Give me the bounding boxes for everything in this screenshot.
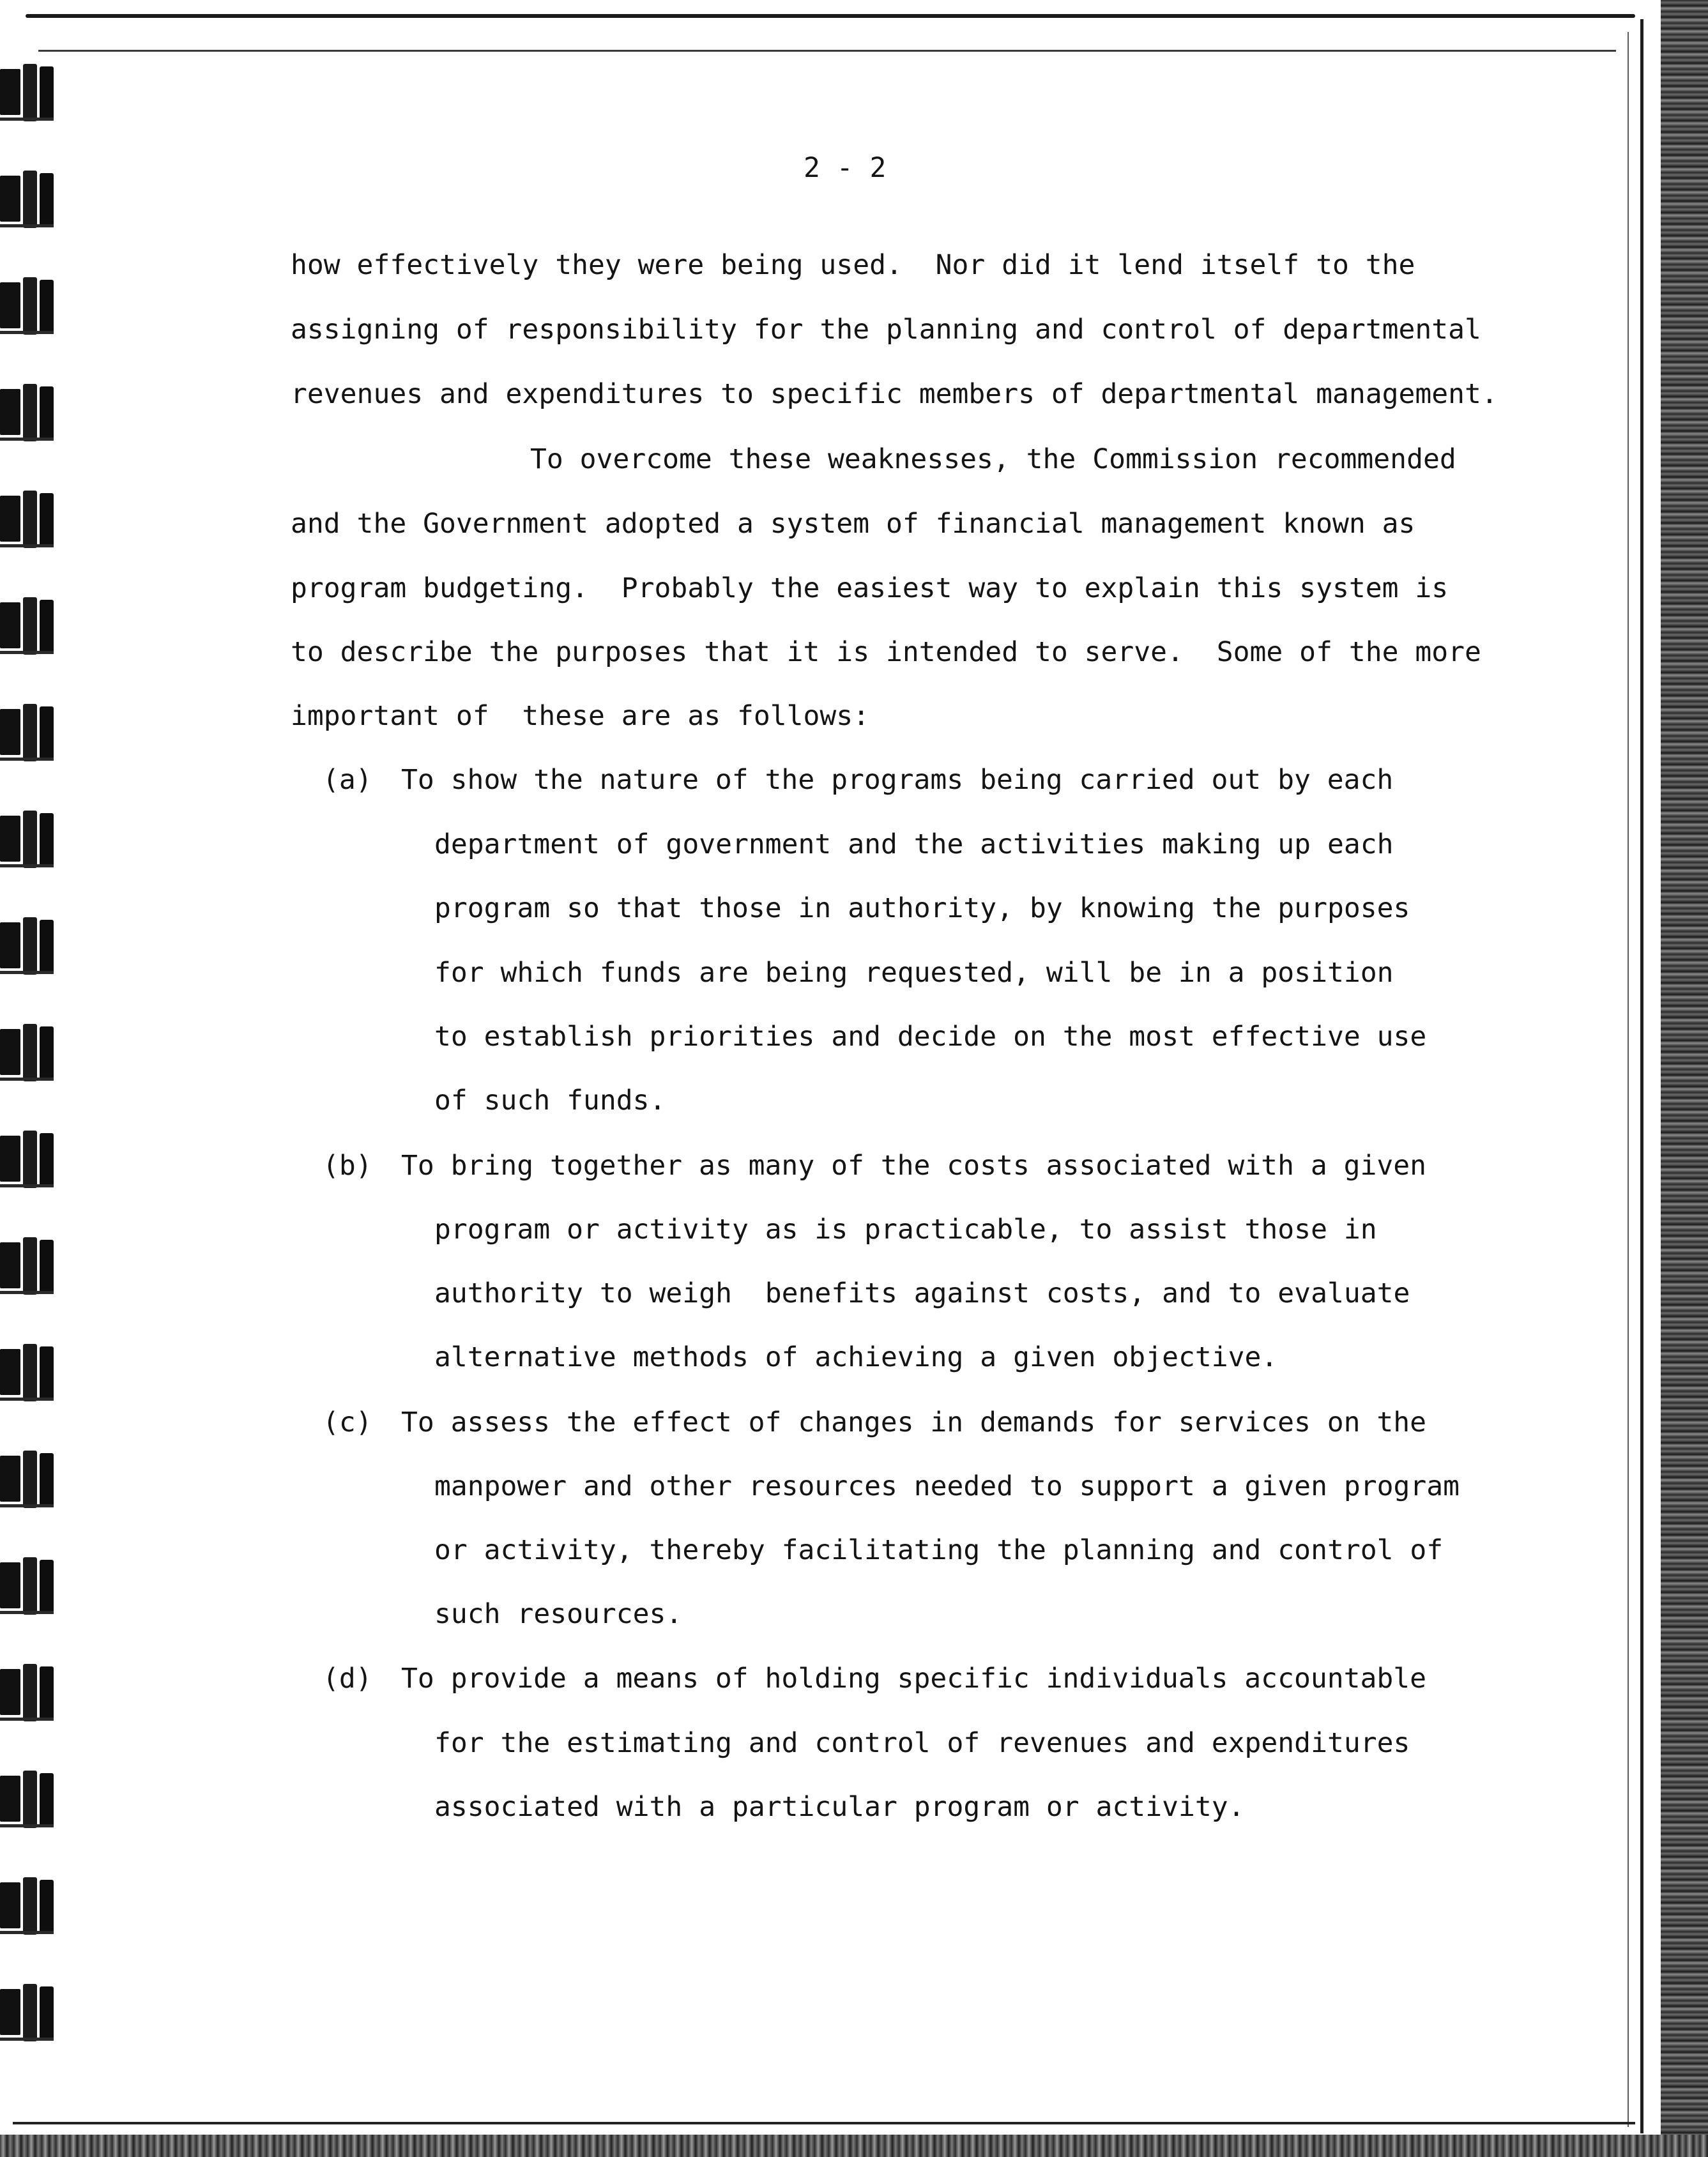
page-edge-bottom	[13, 2122, 1635, 2124]
intro-line: how effectively they were being used. Nor did it lend itself to the	[291, 249, 1415, 281]
binding-ring	[0, 1344, 57, 1401]
item-line: To bring together as many of the costs associated with a given	[401, 1150, 1427, 1182]
binding-ring	[0, 277, 57, 335]
binding-ring	[0, 64, 57, 121]
binding-ring	[0, 704, 57, 761]
item-line: for the estimating and control of revenues and expenditures	[434, 1727, 1410, 1759]
scan-border-bottom	[0, 2135, 1708, 2157]
intro-line: revenues and expenditures to specific members of departmental management.	[291, 378, 1498, 410]
binding-ring	[0, 917, 57, 975]
binding-ring	[0, 384, 57, 441]
page-edge-right-inner	[1628, 32, 1629, 2127]
item-line: associated with a particular program or activity.	[434, 1791, 1245, 1823]
item-line: for which funds are being requested, will be in a position	[434, 957, 1394, 989]
item-label: (c)	[323, 1406, 372, 1438]
paragraph-line: important of these are as follows:	[291, 700, 870, 732]
binding-ring	[0, 1024, 57, 1081]
item-line: of such funds.	[434, 1085, 666, 1117]
item-line: alternative methods of achieving a given objective.	[434, 1341, 1278, 1373]
binding-ring	[0, 1877, 57, 1935]
item-line: authority to weigh benefits against costs, and to evaluate	[434, 1277, 1410, 1309]
item-label: (b)	[323, 1150, 372, 1182]
page-edge-right	[1640, 19, 1643, 2133]
spiral-binding	[0, 64, 61, 2095]
scan-border-right	[1661, 0, 1708, 2157]
item-line: manpower and other resources needed to support a given program	[434, 1470, 1460, 1502]
item-label: (d)	[323, 1663, 372, 1695]
page-number: 2 - 2	[804, 152, 887, 184]
binding-ring	[0, 1451, 57, 1508]
binding-ring	[0, 1557, 57, 1615]
intro-line: assigning of responsibility for the planning and control of departmental	[291, 314, 1481, 346]
item-line: program or activity as is practicable, to assist those in	[434, 1214, 1377, 1246]
item-line: To assess the effect of changes in demands for services on the	[401, 1406, 1427, 1438]
item-line: or activity, thereby facilitating the planning and control of	[434, 1534, 1444, 1566]
item-label: (a)	[323, 764, 372, 796]
paragraph-line: and the Government adopted a system of financial management known as	[291, 508, 1415, 540]
paragraph-line: to describe the purposes that it is intended to serve. Some of the more	[291, 636, 1481, 668]
binding-ring	[0, 1984, 57, 2041]
binding-ring	[0, 1664, 57, 1721]
item-line: program so that those in authority, by knowing the purposes	[434, 892, 1410, 924]
page-edge-top	[26, 14, 1635, 18]
binding-ring	[0, 1771, 57, 1828]
item-line: department of government and the activities making up each	[434, 828, 1394, 860]
page-edge-line	[38, 50, 1616, 52]
binding-ring	[0, 597, 57, 655]
binding-ring	[0, 491, 57, 548]
binding-ring	[0, 811, 57, 868]
binding-ring	[0, 171, 57, 228]
paragraph-line: program budgeting. Probably the easiest way to explain this system is	[291, 572, 1449, 604]
item-line: To show the nature of the programs being carried out by each	[401, 764, 1394, 796]
item-line: To provide a means of holding specific individuals accountable	[401, 1663, 1427, 1695]
item-line: such resources.	[434, 1598, 683, 1630]
paragraph-line: To overcome these weaknesses, the Commission recommended	[530, 443, 1456, 475]
binding-ring	[0, 1131, 57, 1188]
item-line: to establish priorities and decide on the most effective use	[434, 1021, 1427, 1053]
binding-ring	[0, 1237, 57, 1295]
